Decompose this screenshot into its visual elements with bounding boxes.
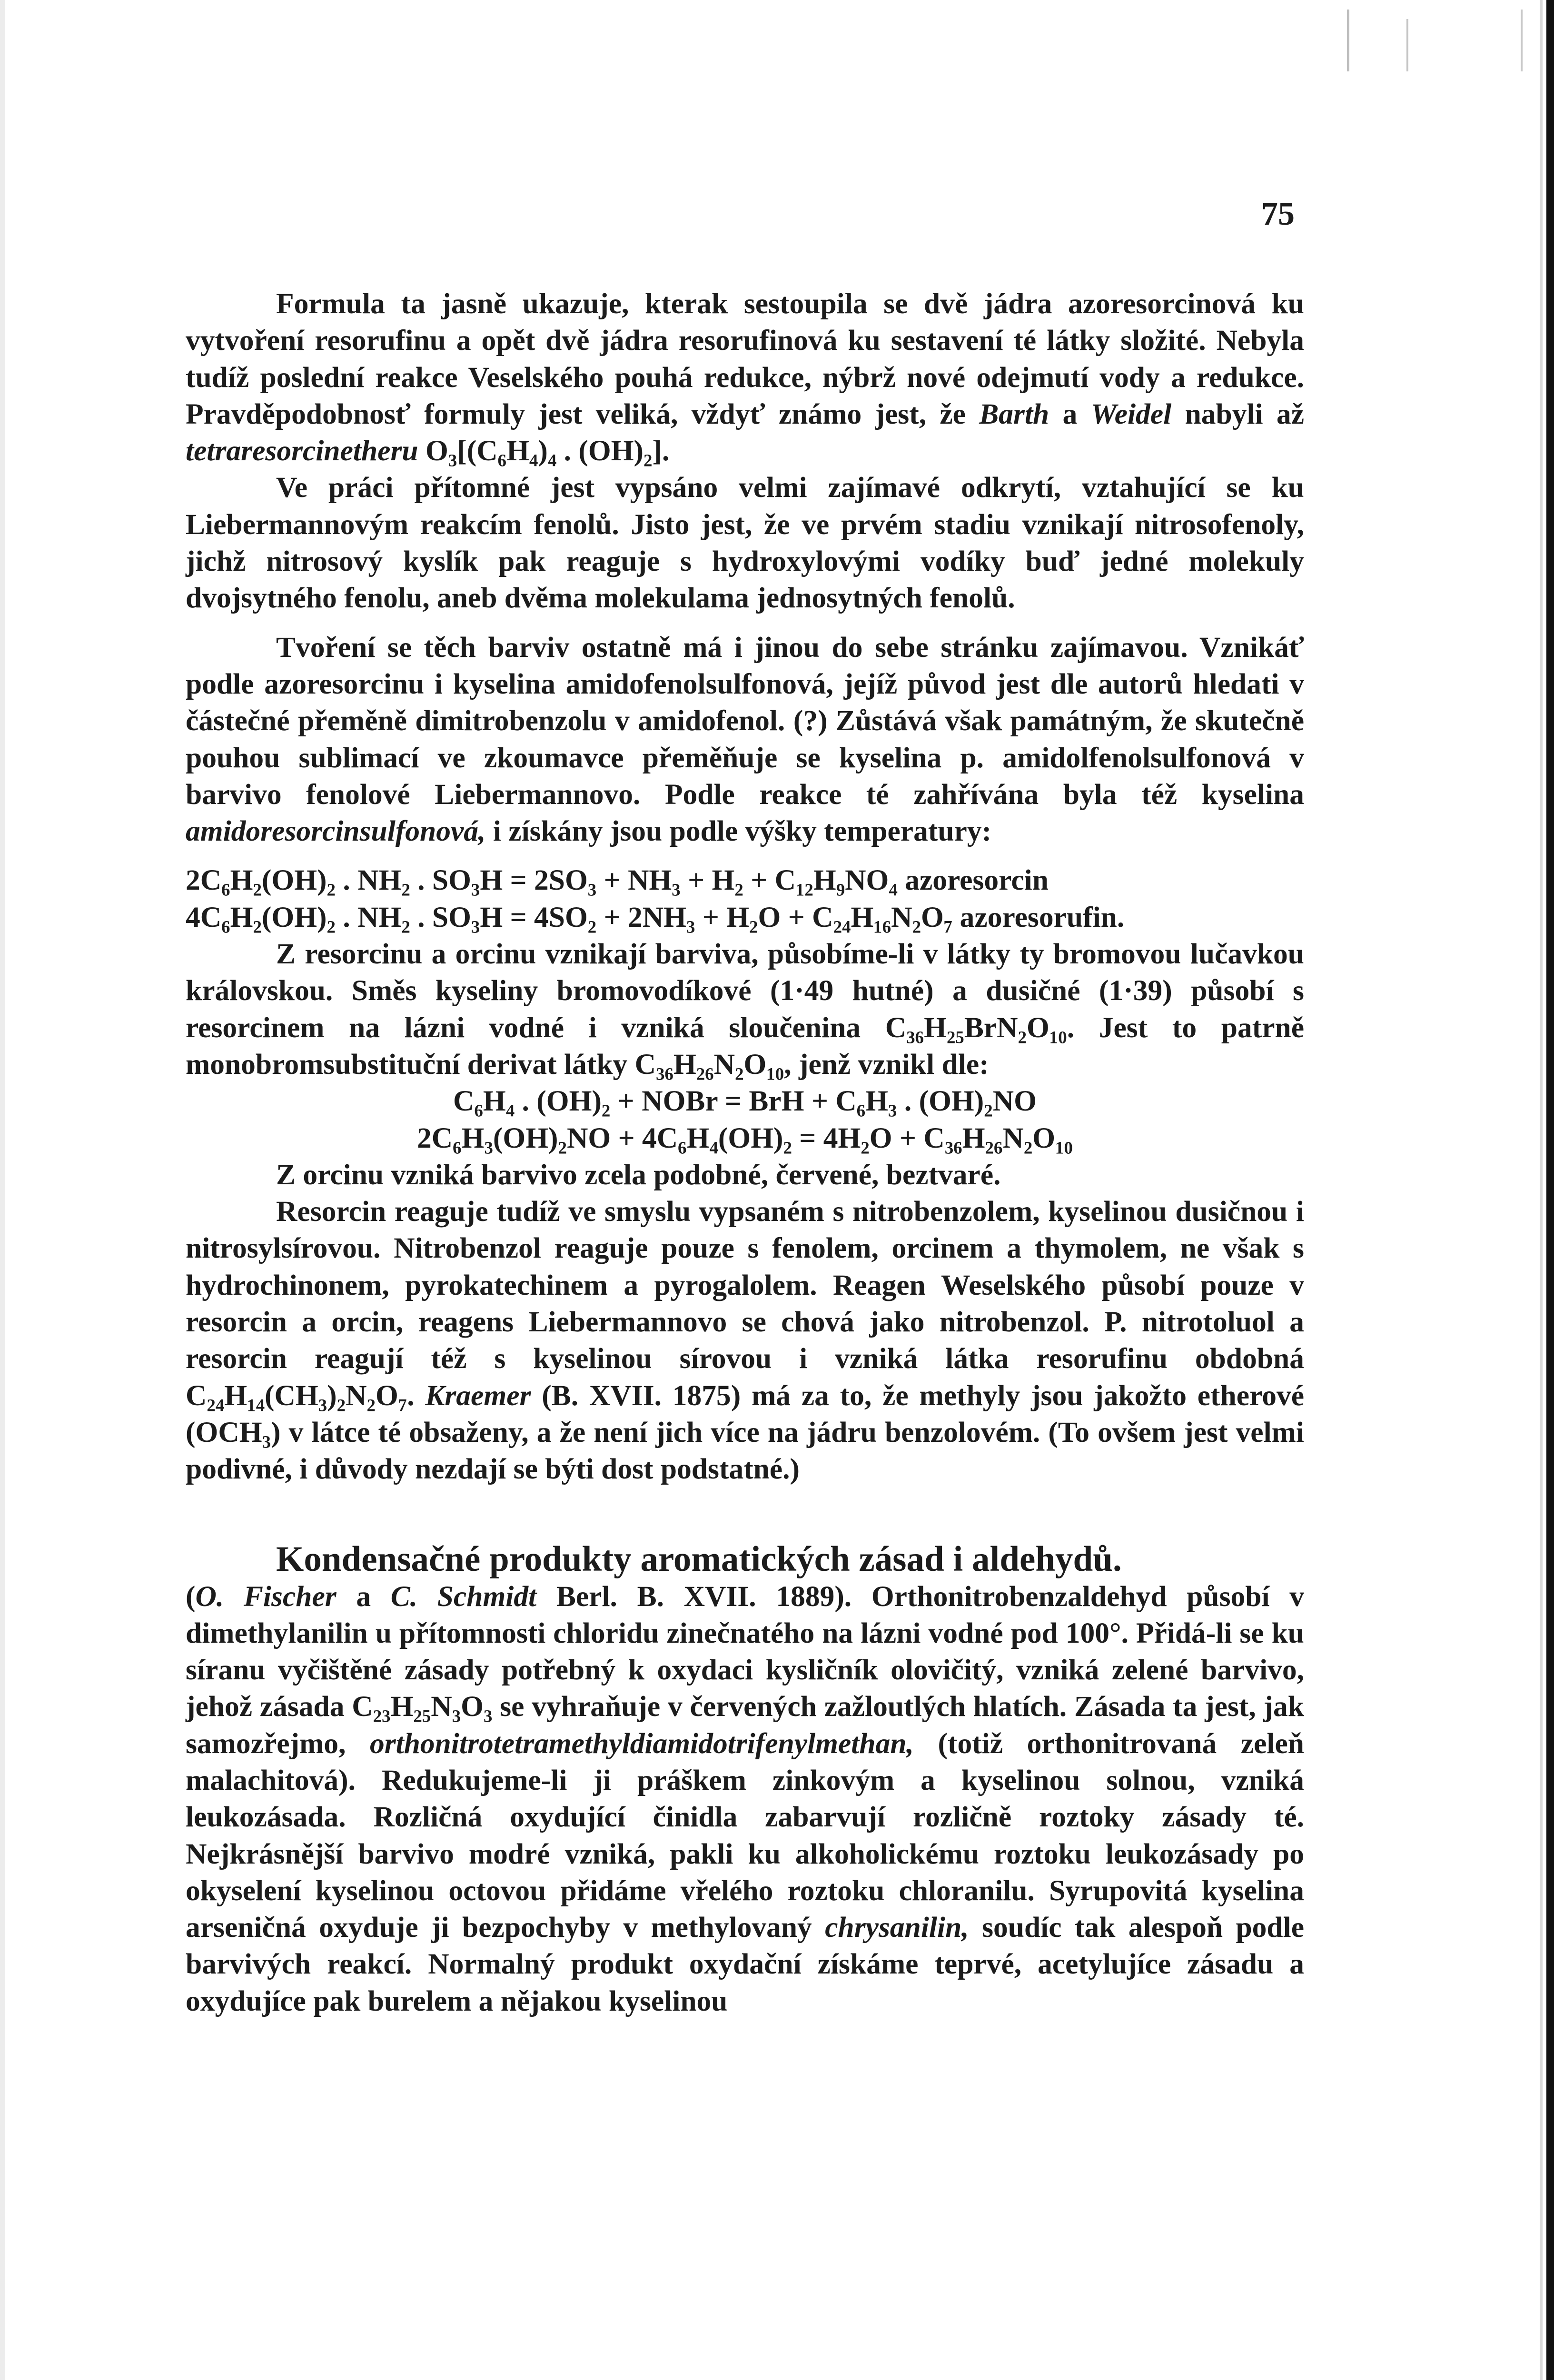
p1-tetra: tetraresorcinetheru bbox=[186, 435, 418, 467]
p3-text-a: Tvoření se těch barviv ostatně má i jinou do sebe stránku zajímavou. Vznikáť podle azoresorcinu i kyselina amidofenolsulfonová, jejíž původ jest dle autorů hledati v částečné přeměně dimitrobenzolu v amidofenol. (?) Zůstává však památným, že skutečně pouhou sublimací ve zkoumavce přeměňuje se kyselina p. amidolfenolsulfonová v barvivo fenolové Liebermannovo. Podle reakce té zahřívána byla též kyselina bbox=[186, 631, 1304, 811]
paragraph-4: Z resorcinu a orcinu vznikají barviva, působíme-li v látky ty bromovou lučavkou královskou. Směs kyseliny bromovodíkové (1·49 hutné) a dusičné (1·39) působí s resorcinem na lázni vodné i vzniká sloučenina C₃₆H₂₅BrN₂O₁₀. Jest to patrně monobromsubstituční derivat látky C₃₆H₂₆N₂O₁₀, jenž vznikl dle: bbox=[186, 938, 1304, 1081]
paragraph-2: Ve práci přítomné jest vypsáno velmi zajímavé odkrytí, vztahující se ku Liebermannovým reakcím fenolů. Jisto jest, že ve prvém stadiu vznikají nitrosofenoly, jichž nitrosový kyslík pak reaguje s hydroxylovými vodíky buď jedné molekuly dvojsytného fenolu, aneb dvěma molekulama jednosytných fenolů. bbox=[186, 471, 1304, 615]
p7-chrysanilin: chrysanilin, bbox=[825, 1911, 969, 1944]
p1-barth: Barth bbox=[979, 397, 1049, 430]
p1-text-a: Formula ta jasně ukazuje, kterak sestoupila se dvě jádra azoresorcinová ku vytvoření resorufinu a opět dvě jádra resorufinová ku sestavení té látky složité. Nebyla tudíž poslední reakce Veselského pouhá redukce, nýbrž nové odejmutí vody a redukce. Pravděpodobnosť formuly jest veliká, vždyť známo jest, že bbox=[186, 288, 1304, 430]
equation-3: C₆H₄ . (OH)₂ + NOBr = BrH + C₆H₃ . (OH)₂NO bbox=[453, 1085, 1037, 1118]
scan-left-edge bbox=[0, 0, 5, 2380]
body-text bbox=[186, 286, 1304, 2020]
paragraph-5: Z orcinu vzniká barvivo zcela podobné, červené, beztvaré. bbox=[276, 1158, 1001, 1191]
p6-kraemer: Kraemer bbox=[425, 1379, 531, 1412]
p1-weidel: Weidel bbox=[1090, 397, 1172, 430]
section-heading: Kondensačné produkty aromatických zásad i aldehydů. bbox=[276, 1539, 1122, 1579]
p3-italic: amidoresorcinsulfonová, bbox=[186, 815, 486, 848]
p7-fischer: O. Fischer bbox=[195, 1580, 337, 1613]
p7-schmidt: C. Schmidt bbox=[390, 1580, 537, 1613]
p1-formula: O₃[(C₆H₄)₄ . (OH)₂]. bbox=[425, 435, 670, 467]
p1-and: a bbox=[1049, 397, 1091, 430]
p6-text-a: Resorcin reaguje tudíž ve smyslu vypsaném s nitrobenzolem, kyselinou dusičnou i nitrosylsírovou. Nitrobenzol reaguje pouze s fenolem, orcinem a thymolem, ne však s hydrochinonem, pyrokatechinem a pyrogalolem. Reagen Weselského působí pouze v resorcin a orcin, reagens Liebermannovo se chová jako nitrobenzol. P. nitrotoluol a resorcin reagují též s kyselinou sírovou i vzniká látka resorufinu obdobná C₂₄H₁₄(CH₃)₂N₂O₇. bbox=[186, 1195, 1304, 1412]
p6-text-b: (B. XVII. 1875) má za to, že methyly jsou jakožto etherové (OCH₃) v látce té obsaženy, a že není jich více na jádru benzolovém. (To ovšem jest velmi podivné, i důvody nezdají se býti dost podstatné.) bbox=[186, 1379, 1305, 1486]
equation-2: 4C₆H₂(OH)₂ . NH₂ . SO₃H = 4SO₂ + 2NH₃ + H₂O + C₂₄H₁₆N₂O₇ azoresorufin. bbox=[186, 901, 1125, 933]
scan-right-edge bbox=[1546, 0, 1554, 2380]
paragraph-6 bbox=[186, 1193, 1304, 1488]
p3-text-b: i získány jsou podle výšky temperatury: bbox=[485, 815, 992, 848]
p7-open: ( bbox=[186, 1580, 196, 1613]
p7-text-b: (totiž orthonitrovaná zeleň malachitová). Redukujeme-li ji práškem zinkovým a kyselinou solnou, vzniká leukozásada. Rozličná oxydující činidla zabarvují rozličně roztoky zásady té. Nejkrásnější barvivo modré vzniká, pakli ku alkoholickému roztoku leukozásady po okyselení kyselinou octovou přidáme vřelého roztoku chloranilu. Syrupovitá kyselina arseničná oxyduje ji bezpochyby v methylovaný bbox=[186, 1727, 1304, 1944]
page-number: 75 bbox=[1261, 196, 1295, 232]
scan-artifact bbox=[1347, 10, 1523, 71]
paragraph-1 bbox=[186, 286, 1304, 469]
paragraph-3 bbox=[186, 629, 1304, 850]
p7-text-a: Berl. B. XVII. 1889). Orthonitrobenzaldehyd působí v dimethylanilin u přítomnosti chloridu zinečnatého na lázni vodné pod 100°. Přidá-li se ku síranu vyčištěné zásady potřebný k oxydaci kysličník olovičitý, vzniká zelené barvivo, jehož zásada C₂₃H₂₅N₃O₃ se vyhraňuje v červených zažloutlých hlatích. Zásada ta jest, jak samozřejmo, bbox=[186, 1580, 1304, 1760]
equation-1: 2C₆H₂(OH)₂ . NH₂ . SO₃H = 2SO₃ + NH₃ + H₂ + C₁₂H₉NO₄ azoresorcin bbox=[186, 864, 1049, 897]
paragraph-7 bbox=[186, 1578, 1304, 2020]
p7-and: a bbox=[336, 1580, 391, 1613]
scan-right-shadow bbox=[1540, 0, 1543, 2380]
p7-text-c: soudíc tak alespoň podle barvivých reakcí. Normalný produkt oxydační získáme teprvé, acetylujíce zásadu a oxydujíce pak burelem a nějakou kyselinou bbox=[186, 1911, 1304, 2017]
p1-text-b: nabyli až bbox=[1171, 397, 1304, 430]
equation-4: 2C₆H₃(OH)₂NO + 4C₆H₄(OH)₂ = 4H₂O + C₃₆H₂₆N₂O₁₀ bbox=[417, 1121, 1073, 1154]
p7-italic: orthonitrotetramethyldiamidotrifenylmethan, bbox=[369, 1727, 914, 1760]
